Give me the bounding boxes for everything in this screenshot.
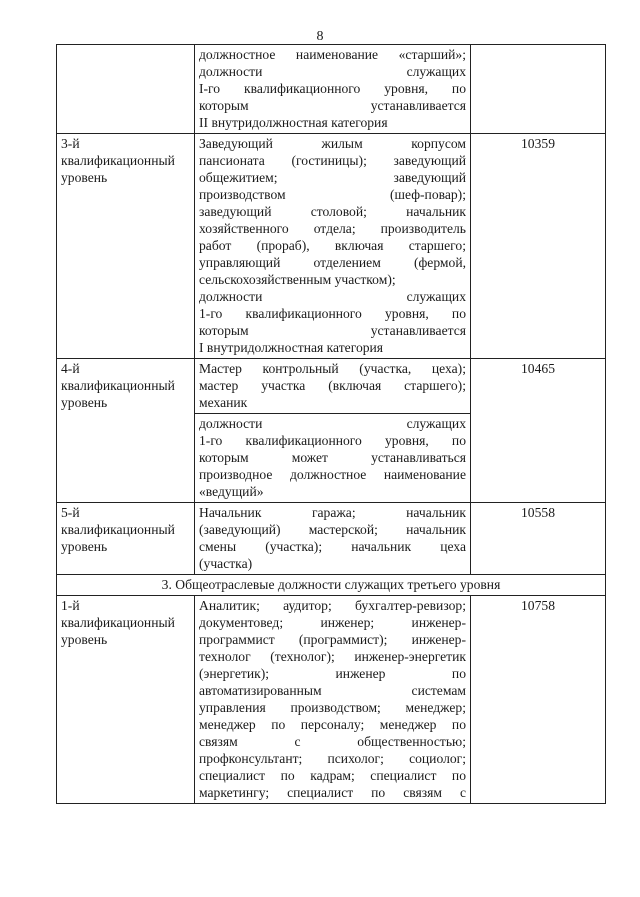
table-row [57, 596, 606, 804]
description-line: менеджер по персоналу; менеджер по [199, 717, 466, 732]
description-line: работ (прораб), включая старшего; [199, 238, 466, 253]
description-line: хозяйственного отдела; производитель [199, 221, 466, 236]
description-line: (заведующий) мастерской; начальник [199, 522, 466, 537]
description-line: связям с общественностью; [199, 734, 466, 749]
description-cell [195, 596, 471, 804]
amount-cell: 10758 [471, 596, 606, 804]
description-line: производством (шеф-повар); [199, 187, 466, 202]
description-line: смены (участка); начальник цеха [199, 539, 466, 554]
amount-cell: 10465 [471, 359, 606, 503]
description-cell [195, 414, 471, 503]
description-cell [195, 359, 471, 414]
description-line: которым устанавливается [199, 98, 466, 113]
description-line: должности служащих [199, 64, 466, 79]
salary-table [56, 44, 606, 804]
description-line: специалист по кадрам; специалист по [199, 768, 466, 783]
description-cell [195, 503, 471, 575]
description-line: 1-го квалификационного уровня, по [199, 433, 466, 448]
table-row [57, 503, 606, 575]
description-line: производное должностное наименование [199, 467, 466, 482]
description-line: которым устанавливается [199, 323, 466, 338]
description-line: Аналитик; аудитор; бухгалтер-ревизор; [199, 598, 466, 613]
section-title: 3. Общеотраслевые должности служащих третьего уровня [57, 575, 606, 596]
description-cell [195, 45, 471, 134]
description-line: 1-го квалификационного уровня, по [199, 306, 466, 321]
level-cell: 3-й квалификационный уровень [57, 134, 195, 359]
table-row [57, 134, 606, 359]
description-line: маркетингу; специалист по связям с [199, 785, 466, 800]
description-line: профконсультант; психолог; социолог; [199, 751, 466, 766]
description-line: автоматизированным системам [199, 683, 466, 698]
description-line: I-го квалификационного уровня, по [199, 81, 466, 96]
section-row [57, 575, 606, 596]
description-line: пансионата (гостиницы); заведующий [199, 153, 466, 168]
salary-table-body [57, 45, 606, 804]
description-line: (участка) [199, 556, 253, 571]
description-line: общежитием; заведующий [199, 170, 466, 185]
description-line: которым может устанавливаться [199, 450, 466, 465]
level-cell [57, 45, 195, 134]
amount-cell: 10359 [471, 134, 606, 359]
table-row [57, 359, 606, 414]
table-row [57, 45, 606, 134]
level-cell: 4-й квалификационный уровень [57, 359, 195, 503]
description-line: II внутридолжностная категория [199, 115, 388, 130]
description-line: управляющий отделением (фермой, [199, 255, 466, 270]
description-line: заведующий столовой; начальник [199, 204, 466, 219]
description-line: Начальник гаража; начальник [199, 505, 466, 520]
description-line: «ведущий» [199, 484, 264, 499]
description-line: Мастер контрольный (участка, цеха); [199, 361, 466, 376]
level-cell: 5-й квалификационный уровень [57, 503, 195, 575]
description-line: механик [199, 395, 248, 410]
description-line: (энергетик); инженер по [199, 666, 466, 681]
description-line: должностное наименование «старший»; [199, 47, 466, 62]
description-line: должности служащих [199, 416, 466, 431]
description-line: Заведующий жилым корпусом [199, 136, 466, 151]
description-cell [195, 134, 471, 359]
description-line: сельскохозяйственным участком); [199, 272, 396, 287]
page-number: 8 [316, 29, 324, 44]
description-line: управления производством; менеджер; [199, 700, 466, 715]
description-line: должности служащих [199, 289, 466, 304]
description-line: мастер участка (включая старшего); [199, 378, 466, 393]
description-line: программист (программист); инженер- [199, 632, 466, 647]
amount-cell [471, 45, 606, 134]
description-line: технолог (технолог); инженер-энергетик [199, 649, 466, 664]
level-cell: 1-й квалификационный уровень [57, 596, 195, 804]
description-line: I внутридолжностная категория [199, 340, 384, 355]
description-line: документовед; инженер; инженер- [199, 615, 466, 630]
amount-cell: 10558 [471, 503, 606, 575]
